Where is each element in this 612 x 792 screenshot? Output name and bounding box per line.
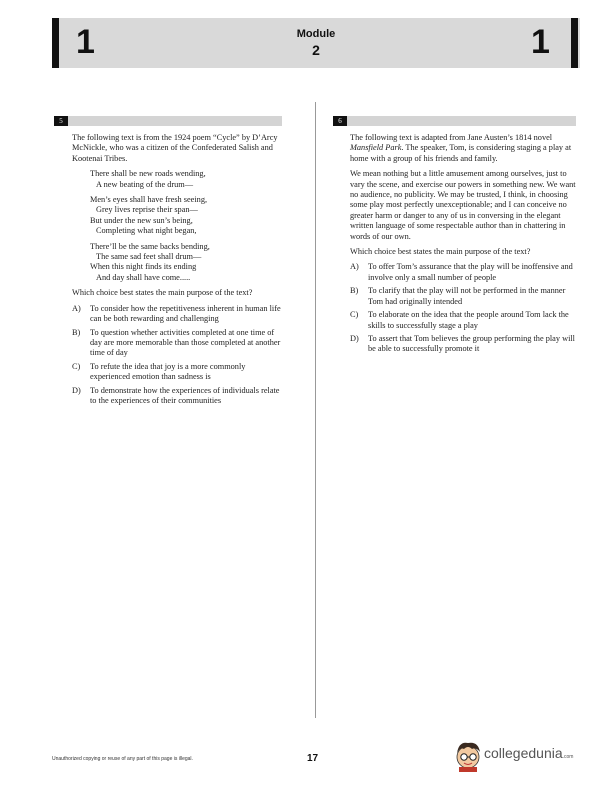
q5-option-d[interactable]	[72, 386, 284, 407]
header-left-number: 1	[76, 23, 95, 61]
option-text: To elaborate on the idea that the people around Tom lack the skills to successfully stage a play	[368, 310, 569, 330]
option-text: To question whether activities completed at one time of day are more memorable than those completed at another time of day	[90, 327, 281, 358]
q5-poem	[90, 169, 284, 283]
column-divider	[315, 102, 316, 718]
q6-intro-post: . The speaker, Tom, is considering staging a play at home with a group of his friends and family.	[350, 143, 572, 163]
option-text: To demonstrate how the experiences of individuals relate to the experiences of their communities	[90, 385, 280, 405]
q6-intro	[350, 133, 576, 164]
module-number: 2	[312, 42, 320, 58]
poem-line: A new beating of the drum—	[96, 179, 194, 189]
option-letter: B)	[350, 286, 359, 296]
option-text: To consider how the repetitiveness inherent in human life can be both rewarding and challenging	[90, 303, 281, 324]
header-left-bar	[52, 18, 59, 68]
option-letter: C)	[350, 310, 359, 320]
q6-intro-title: Mansfield Park	[350, 143, 402, 153]
question-5	[72, 133, 284, 409]
option-letter: D)	[72, 385, 81, 395]
poem-line: Grey lives reprise their span—	[96, 205, 198, 215]
q5-option-b[interactable]	[72, 328, 284, 359]
question-6	[350, 133, 576, 358]
poem-line: Completing what night began,	[96, 226, 197, 236]
option-letter: A)	[350, 262, 359, 272]
option-letter: D)	[350, 333, 359, 343]
poem-line: When this night finds its ending	[90, 262, 197, 272]
q6-option-a[interactable]	[350, 262, 576, 283]
poem-line: The same sad feet shall drum—	[96, 252, 202, 262]
brand-text: collegedunia	[484, 745, 563, 761]
poem-line: There’ll be the same backs bending,	[90, 241, 210, 251]
option-letter: C)	[72, 361, 81, 371]
q5-intro: The following text is from the 1924 poem “Cycle” by D’Arcy McNickle, who was a citizen of the Confederated Salish and Kootenai Tribes.	[72, 133, 278, 163]
option-letter: B)	[72, 327, 81, 337]
option-text: To offer Tom’s assurance that the play will be inoffensive and involve only a small number of people	[368, 262, 573, 282]
question-6-number: 6	[333, 116, 347, 126]
module-label: Module	[296, 28, 336, 40]
q5-option-a[interactable]	[72, 304, 284, 325]
q6-question: Which choice best states the main purpose of the text?	[350, 247, 531, 257]
option-letter: A)	[72, 303, 81, 313]
option-text: To clarify that the play will not be performed in the manner Tom had originally intended	[368, 286, 566, 306]
poem-line: There shall be new roads wending,	[90, 169, 206, 179]
q5-option-c[interactable]	[72, 362, 284, 383]
option-text: To assert that Tom believes the group performing the play will be able to successfully promote it	[368, 333, 575, 354]
question-6-bar	[333, 116, 576, 126]
poem-line: But under the new sun’s being,	[90, 215, 193, 225]
page-number: 17	[307, 753, 319, 764]
poem-line: Men’s eyes shall have fresh seeing,	[90, 195, 208, 205]
header-right-number: 1	[531, 23, 550, 61]
q6-passage: We mean nothing but a little amusement among ourselves, just to vary the scene, and exercise our powers in something new. We want no audience, no publicity. We may be trusted, I think, in choosing some play most perfectly unexceptionable; and I can conceive no greater harm or danger to any of us in conversing in the elegant written language of some respectable author than in chattering in words of our own.	[350, 169, 576, 241]
q5-question: Which choice best states the main purpose of the text?	[72, 288, 253, 298]
q6-option-b[interactable]	[350, 286, 576, 307]
q6-option-c[interactable]	[350, 310, 576, 331]
brand-suffix: .com	[562, 754, 574, 760]
question-5-number: 5	[54, 116, 68, 126]
brand-name	[484, 745, 573, 761]
option-text: To refute the idea that joy is a more commonly experienced emotion than sadness is	[90, 361, 246, 382]
q6-intro-pre: The following text is adapted from Jane Austen’s 1814 novel	[350, 133, 553, 142]
poem-line: And day shall have come.....	[96, 272, 191, 282]
question-5-bar	[54, 116, 282, 126]
header-right-bar	[571, 18, 578, 68]
copyright-notice: Unauthorized copying or reuse of any part of this page is illegal.	[52, 756, 193, 762]
q6-option-d[interactable]	[350, 334, 576, 355]
